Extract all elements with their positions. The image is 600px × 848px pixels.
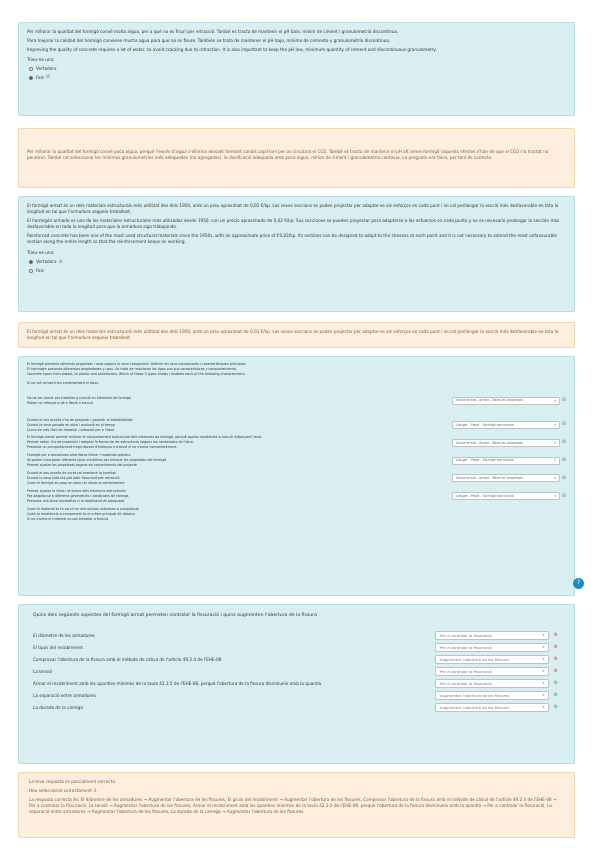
chevron-down-icon: ▾ xyxy=(542,669,544,674)
question-text-es: Para mejorar la calidad del hormigó conviene mucha agua para que no se fisure. También se trata de mantener el pH bajo, mínimo de cemento y granulometría discontinua. xyxy=(27,38,391,44)
answer-prompt: Trieu-ne una: xyxy=(27,57,55,63)
question-card-2 xyxy=(18,196,575,312)
incorrect-icon: ⊗ xyxy=(553,656,558,663)
correct-icon: ⊘ xyxy=(561,397,566,404)
answer-select[interactable]: Sense armat - Armat - Totes les propietats ▾ xyxy=(452,439,560,447)
correct-icon: ⊘ xyxy=(561,492,566,499)
correct-icon: ⊘ xyxy=(561,457,566,464)
correct-icon: ⊘ xyxy=(561,439,566,446)
help-button[interactable] xyxy=(573,578,584,589)
matching-row: El tipus del recobriment Per a controlar la fissuració ▾ ⊗ xyxy=(33,642,560,654)
question-text-es: El hormigón armado es uno de los materiales estructurales más utilizados desde 1950, con un precio aproximado de 0,02 €/kp. Sus secciones se pueden proyectar para adaptarse a los esfuerzos en cada punto y no es necesario prolongar la sección más desfavorable en toda la longitud para que la armadura siga trabajando. xyxy=(27,218,560,230)
option-true[interactable]: Vertadero ⊘ xyxy=(29,259,566,266)
answer-select[interactable]: Per a controlar la fissuració ▾ xyxy=(435,679,549,689)
matching-row: El diàmetre de les armadures Per a controlar la fissuració ▾ ⊗ xyxy=(33,630,560,642)
answer-select[interactable]: Lleuger - Pesat - Formigó estructural ▾ xyxy=(452,457,560,465)
feedback-card-4 xyxy=(18,772,575,838)
matching-row: La tensió Per a controlar la fissuració ▾ ⊗ xyxy=(33,666,560,678)
chevron-down-icon: ▾ xyxy=(554,398,556,403)
matching-row: Comprovar l'obertura de la fissura amb el mètode de càlcul de l'article 49.2.4 de l'EHE-08 Augmentar l'obertura de les fissures ▾ ⊗ xyxy=(33,654,560,666)
option-false[interactable]: Fals ⊘ xyxy=(29,74,566,81)
feedback-text: Per millorar la qualitat del formigó convé poca aigua, perquè l'excés d'aigua s'elimina deixant formant canals capil·lars per on circularà el CO2. També es tracta de mantenir el pH alt sense formigó (aquests efectes s'han de que el CO2 s'a tractat no penetre). També cal seleccionar les mínimes granulometries més adequades (no agregades), la dosificació adequada amb poca aigua, mínim de ciment i granulometria contínua. La pregunta era falsa, per tant és correcte. xyxy=(27,149,549,161)
option-false[interactable]: Fals xyxy=(29,268,566,274)
question-card-3 xyxy=(18,356,575,596)
correct-icon: ⊘ xyxy=(45,74,51,81)
matching-row: Ha de ser armat per treballar a tracció en elements de formigó Potser no reforçat o bé a flexió a tracció Sense armat - Armat - Totes les propietats ▾ ⊘ xyxy=(27,395,566,405)
answer-select[interactable]: Lleuger - Pesat - Formigó estructural ▾ xyxy=(452,421,560,429)
question-text-en: Improving the quality of concrete requires a lot of water, to avoid cracking due to retraction. It is also important to keep the pH low, minimum quantity of cement and discontinuous granulometry. xyxy=(27,47,437,53)
chevron-down-icon: ▾ xyxy=(542,705,544,710)
matching-row: Quan el material es fa servir en estructures sotmeses a compressió Quan la resistència a compressió és el criteri principal de disseny Si no s'arma el material no pot treballar a tracció xyxy=(27,506,139,521)
feedback-text: El formigó armat és un dels materials estructurals més utilitzat des dels 1950, amb un preu aproximat de 0,02 €/kp. Les seves seccions es poden projectar per adaptar-se als esforços en cada punt i no cal perllongar la secció més desfavorable en tota la longitud en tal que l'armadura segueix treballant. xyxy=(27,329,559,341)
chevron-down-icon: ▾ xyxy=(554,422,556,427)
matching-row: El formigó armat permet millorar el comportament estructural dels elements de formigó, perquè aporta resistència a tracció mitjançant l'acer. Permet reduir l'ús de materials i adaptar la forma de les estructures segons les necessitats de l'obra. Presenta un comportament fràgil davant d'esforços a tracció si no s'arma convenientment. Sense armat - Armat - Totes les propietats ▾ ⊘ xyxy=(27,435,566,450)
answer-select[interactable]: Augmentar l'obertura de les fissures ▾ xyxy=(435,691,549,701)
feedback-status: La teva resposta és parcialment correcta. xyxy=(29,779,117,784)
answer-select[interactable]: Augmentar l'obertura de les fissures ▾ xyxy=(435,703,549,713)
question-intro: El formigó presenta diferents propietats i usos segons la seva composició. Definim els seus components i característiques principals. El hormigón presenta diferentes propiedades y usos. Se trata de relacionar los tipos con sus características y comportamiento. Concrete types from lowest, to plastic and satisfactory. Which of these 3 types shows / enables each of the following characteristics. Si no vull armat trieu correctament el tipus. xyxy=(27,362,247,385)
radio-true[interactable] xyxy=(29,67,33,71)
correct-icon: ⊘ xyxy=(561,421,566,428)
chevron-down-icon: ▾ xyxy=(554,440,556,445)
matching-row: La durada de la càrrega Augmentar l'obertura de les fissures ▾ ⊘ xyxy=(33,702,560,714)
question-icon: ? xyxy=(576,579,581,587)
answer-select[interactable]: Sense armat - Armat - Totes les propietats ▾ xyxy=(452,397,560,405)
answer-select[interactable]: Per a controlar la fissuració ▾ xyxy=(435,643,549,653)
question-text-ca: El formigó armat és un dels materials estructurals més utilitzat des dels 1950, amb un preu aproximat de 0,02 €/kp. Les seves seccions es poden projectar per adaptar-se als esforços en cada punt i no cal perllongar la secció més desfavorable en tota la longitud en tal que l'armadura segueix treballant. xyxy=(27,203,559,215)
feedback-card-2 xyxy=(18,322,575,348)
question-card-1 xyxy=(18,22,575,116)
chevron-down-icon: ▾ xyxy=(542,693,544,698)
correct-icon: ⊘ xyxy=(553,704,558,711)
correct-icon: ⊘ xyxy=(553,680,558,687)
matching-row: Durant el seu procés de curat cal mantenir la humitat Durant la seva vida útil pot patir fissuració per retracció Quan el formigó es posa en obra cal vibrar-lo correctament Sense armat - Armat - Totes les propietats ▾ ⊘ xyxy=(27,471,566,485)
radio-false[interactable] xyxy=(29,76,33,80)
matching-row: La separació entre armadures Augmentar l'obertura de les fissures ▾ ⊘ xyxy=(33,690,560,702)
feedback-count: Heu seleccionat correctament 3. xyxy=(29,788,98,794)
matching-row: Durant el seu procés s'ha de preparar i garantir la treballabilitat Durant la seva posada en obra i evolució en el temps Quina és més fàcil de treballar i adequat per a l'obra Lleuger - Pesat - Formigó estructural ▾ ⊘ xyxy=(27,417,566,432)
radio-true[interactable] xyxy=(29,260,33,264)
answer-prompt: Trieu-ne una: xyxy=(27,249,55,255)
incorrect-icon: ⊗ xyxy=(553,632,558,639)
matching-row: Formigó per a armadures amb fibres d'acer i materials plàstics Se poden incorporar diferents tipus d'additius per millorar les propietats del formigó Permet ajustar les propietats segons els requeriments del projecte Lleuger - Pesat - Formigó estructural ▾ ⊘ xyxy=(27,453,566,468)
chevron-down-icon: ▾ xyxy=(554,494,556,499)
radio-false[interactable] xyxy=(29,269,33,273)
question-card-4 xyxy=(18,604,575,764)
chevron-down-icon: ▾ xyxy=(542,681,544,686)
incorrect-icon: ⊗ xyxy=(553,644,558,651)
question-text-en: Reinforced concrete has been one of the most used structural materials since the 1950s, with an approximate price of €0.02/kp. Its sections can be designed to adapt to the stresses at each point and it is not necessary to extend the most unfavourable section along the entire length so that the reinforcement keeps on working. xyxy=(27,233,557,245)
question-text: Quins dels següents aspectes del formigó armat permeten controlar la fissuració i quins augmenten l'obertura de la fissura xyxy=(33,613,317,618)
answer-select[interactable]: Per a controlar la fissuració ▾ xyxy=(435,631,549,641)
chevron-down-icon: ▾ xyxy=(554,476,556,481)
option-true[interactable]: Vertadero xyxy=(29,66,566,72)
feedback-card-1 xyxy=(18,128,575,188)
feedback-correct-answer: La resposta correcta és: El diàmetre de les armadures → Augmentar l'obertura de les fissures, El gruix del recobriment → Augmentar l'obertura de les fissures, Comprovar l'obertura de la fissura amb el mètode de càlcul de l'article 49.2.4 de l'EHE-08 → Per a controlar la fissuració, La tensió → Augmentar l'obertura de les fissures, Armar el recobriment amb les quanties mínimes de la taula 42.3.5 de l'EHE-08, perquè l'obertura de la fissura disminueix amb la quantia → Per a controlar la fissuració, La separació entre armadures → Augmentar l'obertura de les fissures, La durada de la càrrega → Augmentar l'obertura de les fissures. xyxy=(29,797,557,815)
answer-select[interactable]: Per a controlar la fissuració ▾ xyxy=(435,667,549,677)
answer-select[interactable]: Augmentar l'obertura de les fissures ▾ xyxy=(435,655,549,665)
matching-row: Permet ajustar la mida i la forma dels elements estructurals Pot adaptar-se a diferents geometries i condicions de càrrega Presenta una bona durabilitat si la dosificació és adequada Lleuger - Pesat - Formigó estructural ▾ ⊘ xyxy=(27,488,566,503)
answer-select[interactable]: Sense armat - Armat - Totes les propietats ▾ xyxy=(452,474,560,482)
correct-icon: ⊘ xyxy=(553,692,558,699)
chevron-down-icon: ▾ xyxy=(542,633,544,638)
chevron-down-icon: ▾ xyxy=(554,458,556,463)
incorrect-icon: ⊗ xyxy=(553,668,558,675)
chevron-down-icon: ▾ xyxy=(542,657,544,662)
answer-select[interactable]: Lleuger - Pesat - Formigó estructural ▾ xyxy=(452,492,560,500)
question-text-ca: Per millorar la qualitat del formigó convé molta aigua, per a què no es fisuri per retracció. També es tracta de mantenir el pH baix, mínim de ciment i granulometria discontínua. xyxy=(27,29,399,34)
correct-icon: ⊘ xyxy=(58,258,63,265)
matching-row: Armar el recobriment amb les quanties mínimes de la taula 42.3.5 de l'EHE-08, perquè l'obertura de la fissura disminueix amb la quantia. Per a controlar la fissuració ▾ ⊘ xyxy=(33,678,560,690)
chevron-down-icon: ▾ xyxy=(542,645,544,650)
correct-icon: ⊘ xyxy=(561,474,566,481)
